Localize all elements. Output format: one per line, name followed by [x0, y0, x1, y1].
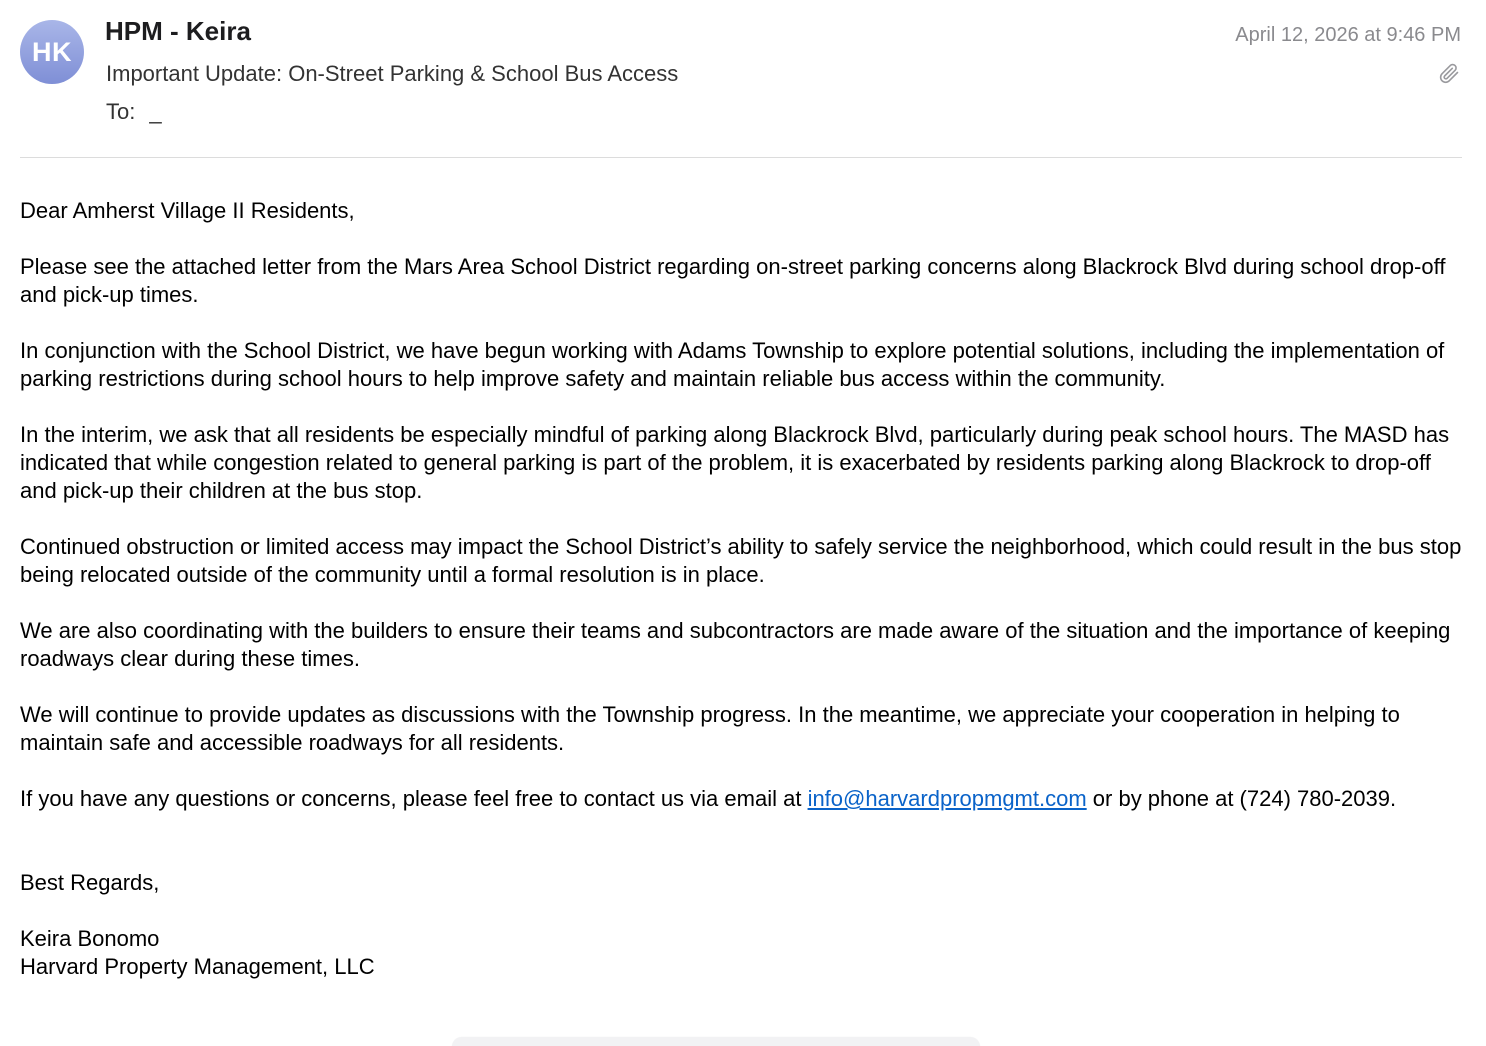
contact-text-after: or by phone at (724) 780-2039. — [1086, 786, 1397, 811]
avatar-initials: HK — [32, 36, 72, 67]
email-link[interactable]: info@harvardpropmgmt.com — [807, 786, 1087, 811]
body-paragraph: Continued obstruction or limited access may impact the School District’s ability to safely service the neighborhood, which could result in the bus stop being relocated outside of the community until a formal resolution is in place. — [20, 534, 1462, 587]
signature-name: Keira Bonomo — [20, 926, 160, 951]
header-divider — [20, 157, 1462, 158]
email-date: April 12, 2026 at 9:46 PM — [1235, 24, 1461, 46]
email-subject: Important Update: On-Street Parking & School Bus Access — [106, 61, 679, 86]
greeting: Dear Amherst Village II Residents, — [20, 198, 355, 223]
sender-avatar[interactable] — [20, 20, 84, 84]
signature-company: Harvard Property Management, LLC — [20, 954, 375, 979]
body-paragraph: In conjunction with the School District, we have begun working with Adams Township to explore potential solutions, including the implementation of parking restrictions during school hours to help improve safety and maintain reliable bus access within the community. — [20, 338, 1445, 391]
contact-text-before: If you have any questions or concerns, please feel free to contact us via email at — [20, 786, 808, 811]
email-header — [0, 0, 1486, 158]
floating-toolbar[interactable] — [452, 1037, 980, 1046]
closing: Best Regards, — [20, 870, 160, 895]
contact-paragraph — [20, 785, 1464, 813]
paperclip-icon[interactable] — [1437, 61, 1461, 85]
body-paragraph: We are also coordinating with the builders to ensure their teams and subcontractors are made aware of the situation and the importance of keeping roadways clear during these times. — [20, 618, 1451, 671]
body-paragraph: Please see the attached letter from the Mars Area School District regarding on-street parking concerns along Blackrock Blvd during school drop-off and pick-up times. — [20, 254, 1446, 307]
recipient-row — [106, 99, 162, 125]
sender-name[interactable]: HPM - Keira — [105, 16, 251, 46]
to-label: To: — [106, 99, 136, 124]
recipient-value[interactable]: _ — [149, 99, 162, 124]
body-paragraph: We will continue to provide updates as discussions with the Township progress. In the meantime, we appreciate your cooperation in helping to maintain safe and accessible roadways for all residents. — [20, 702, 1400, 755]
body-paragraph: In the interim, we ask that all residents be especially mindful of parking along Blackrock Blvd, particularly during peak school hours. The MASD has indicated that while congestion related to general parking is part of the problem, it is exacerbated by residents parking along Blackrock to drop-off and pick-up their children at the bus stop. — [20, 422, 1450, 503]
email-body — [20, 197, 1464, 981]
